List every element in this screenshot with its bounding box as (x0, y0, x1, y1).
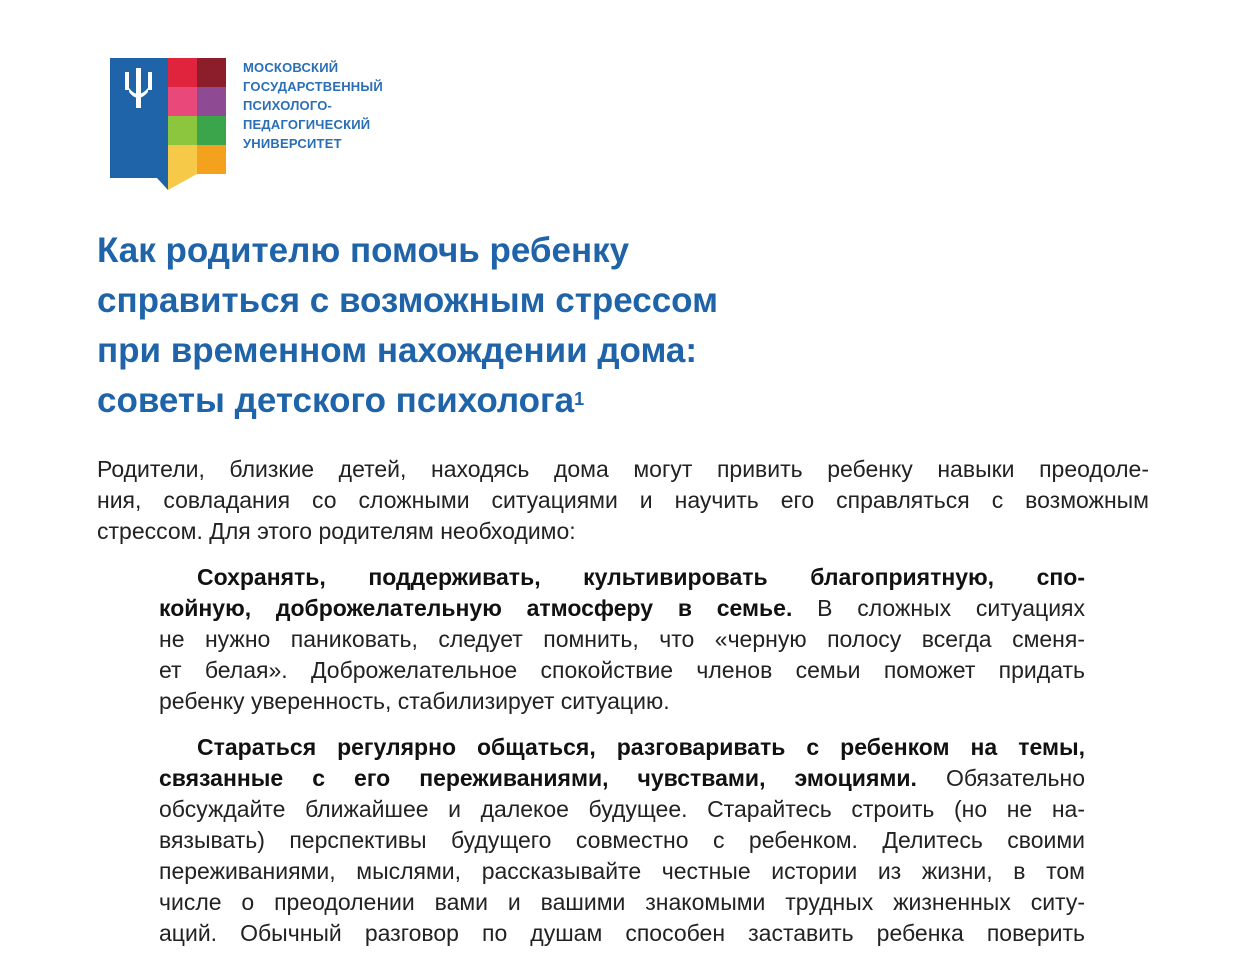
university-name-line: УНИВЕРСИТЕТ (243, 136, 342, 151)
advice-item-2 (159, 732, 1085, 949)
advice-heading-line: койную, доброжелательную атмосферу в семье. (159, 595, 793, 621)
university-name (243, 58, 423, 153)
advice-text-line: числе о преодолении вами и вашими знакомыми трудных жизненных ситу- (159, 889, 1085, 915)
title-line: советы детского психолога (97, 381, 575, 420)
intro-line: Родители, близкие детей, находясь дома могут привить ребенку навыки преодоле- (97, 456, 1149, 482)
intro-line: стрессом. Для этого родителям необходимо: (97, 518, 576, 544)
title-line-last (97, 376, 997, 426)
advice-mixed-line (159, 593, 1085, 624)
advice-text-line: ребенку уверенность, стабилизирует ситуацию. (159, 688, 670, 714)
advice-heading-line: Стараться регулярно общаться, разговаривать с ребенком на темы, (197, 734, 1085, 760)
university-logo (110, 58, 410, 190)
title-line: при временном нахождении дома: (97, 331, 698, 370)
title-line: справиться с возможным стрессом (97, 281, 718, 320)
university-name-line: МОСКОВСКИЙ (243, 60, 339, 75)
advice-text-line: не нужно паниковать, следует помнить, что «черную полосу всегда сменя- (159, 626, 1085, 652)
title-line: Как родителю помочь ребенку (97, 231, 630, 270)
advice-text-line: вязывать) перспективы будущего совместно с ребенком. Делитесь своими (159, 827, 1085, 853)
intro-line: ния, совладания со сложными ситуациями и научить его справляться с возможным (97, 487, 1149, 513)
advice-text-line: переживаниями, мыслями, рассказывайте честные истории из жизни, в том (159, 858, 1085, 884)
advice-heading-line: Сохранять, поддерживать, культивировать благоприятную, спо- (197, 564, 1085, 590)
advice-text: Обязательно (916, 765, 1085, 791)
advice-text-line: обсуждайте ближайшее и далекое будущее. Старайтесь строить (но не на- (159, 796, 1085, 822)
document-title (97, 226, 997, 426)
university-name-line: ПСИХОЛОГО- (243, 98, 333, 113)
advice-text-line: ет белая». Доброжелательное спокойствие членов семьи поможет придать (159, 657, 1085, 683)
advice-item-1 (159, 562, 1085, 717)
advice-text: В сложных ситуациях (792, 595, 1085, 621)
intro-paragraph (97, 454, 1149, 547)
advice-mixed-line (159, 763, 1085, 794)
university-name-line: ПЕДАГОГИЧЕСКИЙ (243, 117, 371, 132)
footnote-mark: 1 (574, 389, 585, 409)
university-emblem-icon (110, 58, 230, 190)
advice-text-line: аций. Обычный разговор по душам способен заставить ребенка поверить (159, 920, 1085, 946)
advice-heading-line: связанные с его переживаниями, чувствами, эмоциями. (159, 765, 917, 791)
university-name-line: ГОСУДАРСТВЕННЫЙ (243, 79, 383, 94)
